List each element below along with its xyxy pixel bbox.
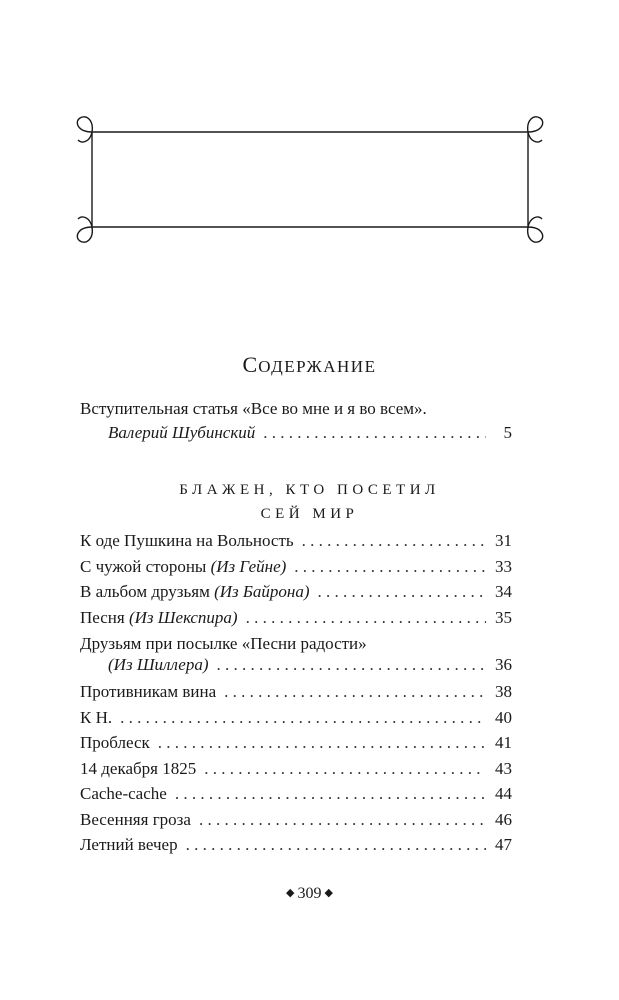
entry-title: К оде Пушкина на Вольность — [80, 531, 294, 550]
entry-title: В альбом друзьям — [80, 582, 215, 601]
leader-dots — [175, 784, 486, 804]
entry-page: 40 — [495, 707, 512, 727]
entry-title: Весенняя гроза — [80, 809, 191, 829]
title-initial: С — [242, 352, 259, 377]
leader-dots — [204, 759, 486, 779]
table-of-contents — [80, 531, 512, 861]
toc-entry[interactable] — [80, 733, 512, 759]
toc-entry[interactable] — [80, 682, 512, 708]
entry-page: 36 — [495, 655, 512, 674]
entry-page: 35 — [495, 607, 512, 627]
section-line-2: СЕЙ МИР — [260, 506, 359, 522]
entry-title: К Н. — [80, 707, 113, 727]
leader-dots — [263, 421, 486, 445]
entry-title: 14 декабря 1825 — [80, 758, 197, 778]
entry-title: Друзьям при посылке «Песни радости» — [80, 634, 367, 653]
diamond-icon: ◆ — [286, 887, 295, 899]
entry-page: 46 — [495, 809, 512, 829]
entry-source: (Из Байрона) — [214, 582, 310, 601]
diamond-icon: ◆ — [324, 887, 333, 899]
leader-dots — [302, 531, 486, 551]
leader-dots — [318, 582, 486, 602]
leader-dots — [224, 682, 486, 702]
intro-page: 5 — [503, 423, 512, 442]
entry-page: 33 — [495, 556, 512, 576]
entry-source: (Из Шиллера) — [108, 655, 209, 674]
intro-author: Валерий Шубинский — [108, 423, 256, 442]
toc-entry[interactable] — [80, 582, 512, 608]
leader-dots — [120, 708, 486, 728]
page-title — [0, 352, 619, 378]
entry-title: С чужой стороны — [80, 556, 211, 576]
leader-dots — [217, 655, 486, 675]
entry-page: 43 — [495, 758, 512, 778]
toc-entry[interactable] — [80, 708, 512, 734]
entry-page: 31 — [495, 531, 512, 550]
entry-title: Песня — [80, 607, 129, 627]
toc-entry[interactable] — [80, 784, 512, 810]
section-line-1: БЛАЖЕН, КТО ПОСЕТИЛ — [179, 482, 440, 498]
leader-dots — [186, 835, 486, 855]
page-number — [0, 885, 619, 903]
entry-title: Cache-cache — [80, 784, 167, 803]
entry-page: 38 — [495, 682, 512, 701]
toc-entry[interactable] — [80, 633, 512, 682]
entry-title: Проблеск — [80, 733, 150, 752]
entry-page: 34 — [495, 582, 512, 601]
entry-source: (Из Гейне) — [210, 556, 287, 576]
section-heading — [0, 478, 619, 526]
toc-entry[interactable] — [80, 810, 512, 836]
entry-page: 41 — [495, 733, 512, 752]
toc-entry[interactable] — [80, 608, 512, 634]
entry-title: Противникам вина — [80, 682, 217, 701]
entry-source: (Из Шекспира) — [128, 607, 238, 627]
leader-dots — [246, 608, 486, 628]
entry-page: 47 — [495, 835, 512, 854]
intro-title: Вступительная статья «Все во мне и я во всем». — [80, 399, 427, 418]
toc-entry[interactable] — [80, 531, 512, 557]
decorative-frame — [70, 112, 550, 247]
leader-dots — [199, 810, 486, 830]
toc-entry[interactable] — [80, 759, 512, 785]
toc-entry[interactable] — [80, 557, 512, 583]
leader-dots — [294, 557, 486, 577]
leader-dots — [158, 733, 486, 753]
entry-title: Летний вечер — [80, 835, 178, 854]
entry-page: 44 — [495, 784, 512, 803]
intro-entry[interactable] — [80, 397, 512, 445]
title-rest: ОДЕРЖАНИЕ — [258, 357, 377, 376]
folio-number: 309 — [297, 885, 322, 902]
toc-entry[interactable] — [80, 835, 512, 861]
